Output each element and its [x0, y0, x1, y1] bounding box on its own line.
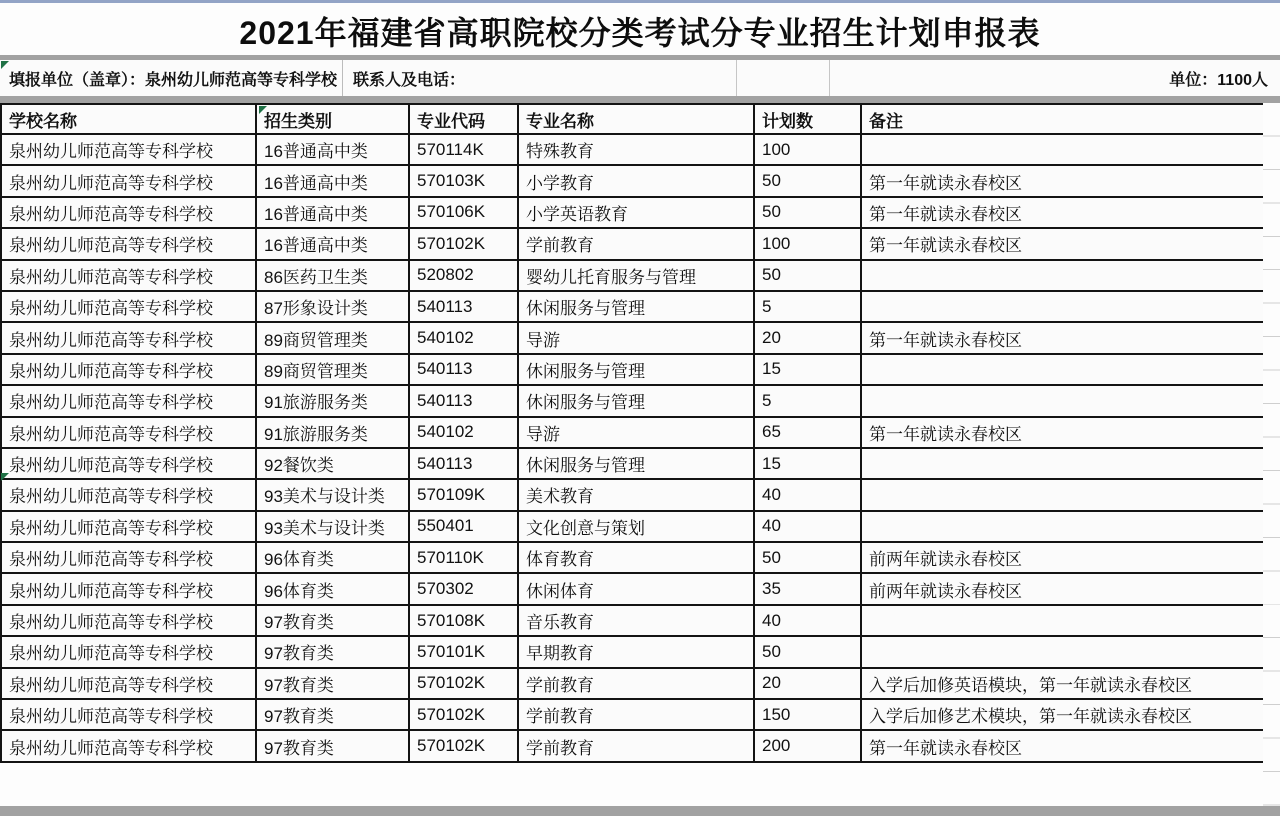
table-row — [1, 291, 1264, 322]
table-cell — [861, 448, 1264, 479]
table-cell: 570102K — [409, 668, 518, 699]
table-cell: 97教育类 — [256, 699, 409, 730]
table-cell: 540102 — [409, 322, 518, 353]
table-cell: 泉州幼儿师范高等专科学校 — [1, 542, 256, 573]
table-cell — [861, 291, 1264, 322]
table-row — [1, 385, 1264, 416]
table-cell: 泉州幼儿师范高等专科学校 — [1, 417, 256, 448]
divider-band-middle — [0, 96, 1280, 103]
sheet-gridlines-right — [1263, 103, 1280, 808]
table-cell: 入学后加修英语模块，第一年就读永春校区 — [861, 668, 1264, 699]
table-cell: 97教育类 — [256, 636, 409, 667]
table-cell: 5 — [754, 385, 861, 416]
table-cell: 泉州幼儿师范高等专科学校 — [1, 699, 256, 730]
table-cell: 学前教育 — [518, 699, 754, 730]
table-cell: 休闲体育 — [518, 573, 754, 604]
excel-marker-triangle-icon — [1, 473, 9, 481]
table-row — [1, 542, 1264, 573]
table-row — [1, 573, 1264, 604]
table-cell: 91旅游服务类 — [256, 385, 409, 416]
table-cell: 泉州幼儿师范高等专科学校 — [1, 197, 256, 228]
divider-band-bottom — [0, 806, 1280, 816]
table-cell: 泉州幼儿师范高等专科学校 — [1, 573, 256, 604]
table-row — [1, 668, 1264, 699]
table-cell: 泉州幼儿师范高等专科学校 — [1, 260, 256, 291]
table-cell: 休闲服务与管理 — [518, 354, 754, 385]
table-cell: 入学后加修艺术模块，第一年就读永春校区 — [861, 699, 1264, 730]
table-cell: 小学教育 — [518, 165, 754, 196]
table-cell: 泉州幼儿师范高等专科学校 — [1, 165, 256, 196]
table-cell: 86医药卫生类 — [256, 260, 409, 291]
table-cell: 50 — [754, 197, 861, 228]
table-cell: 570114K — [409, 134, 518, 165]
empty-meta-cell — [737, 60, 830, 96]
table-row — [1, 699, 1264, 730]
table-row — [1, 260, 1264, 291]
col-header-school: 学校名称 — [1, 104, 256, 134]
table-cell: 35 — [754, 573, 861, 604]
enrollment-plan-table — [0, 103, 1265, 763]
table-cell: 97教育类 — [256, 605, 409, 636]
table-cell: 570101K — [409, 636, 518, 667]
table-cell: 前两年就读永春校区 — [861, 573, 1264, 604]
table-cell: 婴幼儿托育服务与管理 — [518, 260, 754, 291]
table-cell: 美术教育 — [518, 479, 754, 510]
table-cell: 570103K — [409, 165, 518, 196]
table-cell: 40 — [754, 511, 861, 542]
table-row — [1, 479, 1264, 510]
table-cell: 泉州幼儿师范高等专科学校 — [1, 134, 256, 165]
table-cell: 540113 — [409, 291, 518, 322]
page-title: 2021年福建省高职院校分类考试分专业招生计划申报表 — [239, 15, 1041, 51]
table-cell: 20 — [754, 322, 861, 353]
col-header-major-name: 专业名称 — [518, 104, 754, 134]
table-cell — [861, 134, 1264, 165]
table-row — [1, 730, 1264, 761]
table-cell: 50 — [754, 260, 861, 291]
table-cell: 泉州幼儿师范高等专科学校 — [1, 291, 256, 322]
table-cell: 休闲服务与管理 — [518, 385, 754, 416]
table-cell: 学前教育 — [518, 668, 754, 699]
table-cell: 520802 — [409, 260, 518, 291]
table-row — [1, 354, 1264, 385]
table-row — [1, 322, 1264, 353]
table-cell: 93美术与设计类 — [256, 511, 409, 542]
table-cell: 89商贸管理类 — [256, 322, 409, 353]
table-cell: 570108K — [409, 605, 518, 636]
table-cell: 音乐教育 — [518, 605, 754, 636]
table-row — [1, 511, 1264, 542]
table-cell — [861, 511, 1264, 542]
table-cell: 540102 — [409, 417, 518, 448]
table-cell: 65 — [754, 417, 861, 448]
table-cell: 89商贸管理类 — [256, 354, 409, 385]
col-header-major-code: 专业代码 — [409, 104, 518, 134]
table-cell: 泉州幼儿师范高等专科学校 — [1, 511, 256, 542]
table-header-row — [1, 104, 1264, 134]
table-cell: 特殊教育 — [518, 134, 754, 165]
table-cell: 540113 — [409, 354, 518, 385]
table-cell: 第一年就读永春校区 — [861, 228, 1264, 259]
table-cell: 570102K — [409, 730, 518, 761]
table-cell: 16普通高中类 — [256, 228, 409, 259]
contact-label: 联系人及电话： — [343, 60, 737, 96]
table-cell: 泉州幼儿师范高等专科学校 — [1, 636, 256, 667]
table-cell — [861, 354, 1264, 385]
table-cell: 200 — [754, 730, 861, 761]
table-cell: 93美术与设计类 — [256, 479, 409, 510]
table-cell: 540113 — [409, 448, 518, 479]
table-cell: 第一年就读永春校区 — [861, 417, 1264, 448]
table-cell: 休闲服务与管理 — [518, 448, 754, 479]
table-cell: 泉州幼儿师范高等专科学校 — [1, 605, 256, 636]
table-cell: 第一年就读永春校区 — [861, 322, 1264, 353]
table-cell: 570302 — [409, 573, 518, 604]
table-row — [1, 134, 1264, 165]
top-edge-line — [0, 0, 1280, 3]
table-row — [1, 417, 1264, 448]
table-cell: 570102K — [409, 699, 518, 730]
table-cell: 文化创意与策划 — [518, 511, 754, 542]
table-cell — [861, 385, 1264, 416]
table-cell: 550401 — [409, 511, 518, 542]
table-header — [1, 104, 1264, 134]
table-body — [1, 134, 1264, 762]
table-cell: 泉州幼儿师范高等专科学校 — [1, 354, 256, 385]
table-row — [1, 636, 1264, 667]
table-cell: 16普通高中类 — [256, 134, 409, 165]
table-cell: 学前教育 — [518, 730, 754, 761]
table-cell: 泉州幼儿师范高等专科学校 — [1, 322, 256, 353]
table-cell: 早期教育 — [518, 636, 754, 667]
table-cell: 前两年就读永春校区 — [861, 542, 1264, 573]
table-cell: 泉州幼儿师范高等专科学校 — [1, 385, 256, 416]
table-cell: 第一年就读永春校区 — [861, 197, 1264, 228]
excel-marker-triangle-icon — [1, 61, 9, 69]
table-row — [1, 448, 1264, 479]
excel-marker-triangle-icon — [259, 106, 267, 114]
table-row — [1, 228, 1264, 259]
table-cell: 泉州幼儿师范高等专科学校 — [1, 228, 256, 259]
table-cell: 第一年就读永春校区 — [861, 730, 1264, 761]
table-cell: 570109K — [409, 479, 518, 510]
table-cell: 91旅游服务类 — [256, 417, 409, 448]
table-cell: 泉州幼儿师范高等专科学校 — [1, 448, 256, 479]
table-cell: 100 — [754, 228, 861, 259]
table-cell: 16普通高中类 — [256, 165, 409, 196]
table-cell: 100 — [754, 134, 861, 165]
table-cell: 导游 — [518, 322, 754, 353]
table-cell: 泉州幼儿师范高等专科学校 — [1, 479, 256, 510]
table-cell: 40 — [754, 605, 861, 636]
table-cell: 570106K — [409, 197, 518, 228]
table-cell: 泉州幼儿师范高等专科学校 — [1, 668, 256, 699]
table-row — [1, 197, 1264, 228]
table-cell: 15 — [754, 354, 861, 385]
table-row — [1, 165, 1264, 196]
table-cell: 97教育类 — [256, 668, 409, 699]
table-cell: 20 — [754, 668, 861, 699]
table-cell — [861, 260, 1264, 291]
col-header-category: 招生类别 — [256, 104, 409, 134]
table-cell — [861, 479, 1264, 510]
table-cell: 92餐饮类 — [256, 448, 409, 479]
table-cell: 97教育类 — [256, 730, 409, 761]
table-cell: 570102K — [409, 228, 518, 259]
table-cell: 50 — [754, 165, 861, 196]
table-cell: 休闲服务与管理 — [518, 291, 754, 322]
table-cell: 5 — [754, 291, 861, 322]
unit-total-label: 单位：1100人 — [1169, 71, 1268, 89]
table-cell: 第一年就读永春校区 — [861, 165, 1264, 196]
table-cell: 15 — [754, 448, 861, 479]
table-cell: 学前教育 — [518, 228, 754, 259]
table-cell — [861, 636, 1264, 667]
table-cell: 导游 — [518, 417, 754, 448]
table-cell: 小学英语教育 — [518, 197, 754, 228]
col-header-plan-count: 计划数 — [754, 104, 861, 134]
table-row — [1, 605, 1264, 636]
col-header-remarks: 备注 — [861, 104, 1264, 134]
table-cell: 50 — [754, 636, 861, 667]
table-cell: 96体育类 — [256, 542, 409, 573]
table-cell: 40 — [754, 479, 861, 510]
table-cell: 570110K — [409, 542, 518, 573]
table-cell: 540113 — [409, 385, 518, 416]
filing-unit-label: 填报单位（盖章）：泉州幼儿师范高等专科学校 — [0, 60, 343, 96]
table-cell: 50 — [754, 542, 861, 573]
table-cell: 体育教育 — [518, 542, 754, 573]
table-cell — [861, 605, 1264, 636]
form-meta-row — [0, 60, 1280, 96]
table-cell: 87形象设计类 — [256, 291, 409, 322]
table-cell: 16普通高中类 — [256, 197, 409, 228]
table-cell: 96体育类 — [256, 573, 409, 604]
table-cell: 150 — [754, 699, 861, 730]
table-cell: 泉州幼儿师范高等专科学校 — [1, 730, 256, 761]
